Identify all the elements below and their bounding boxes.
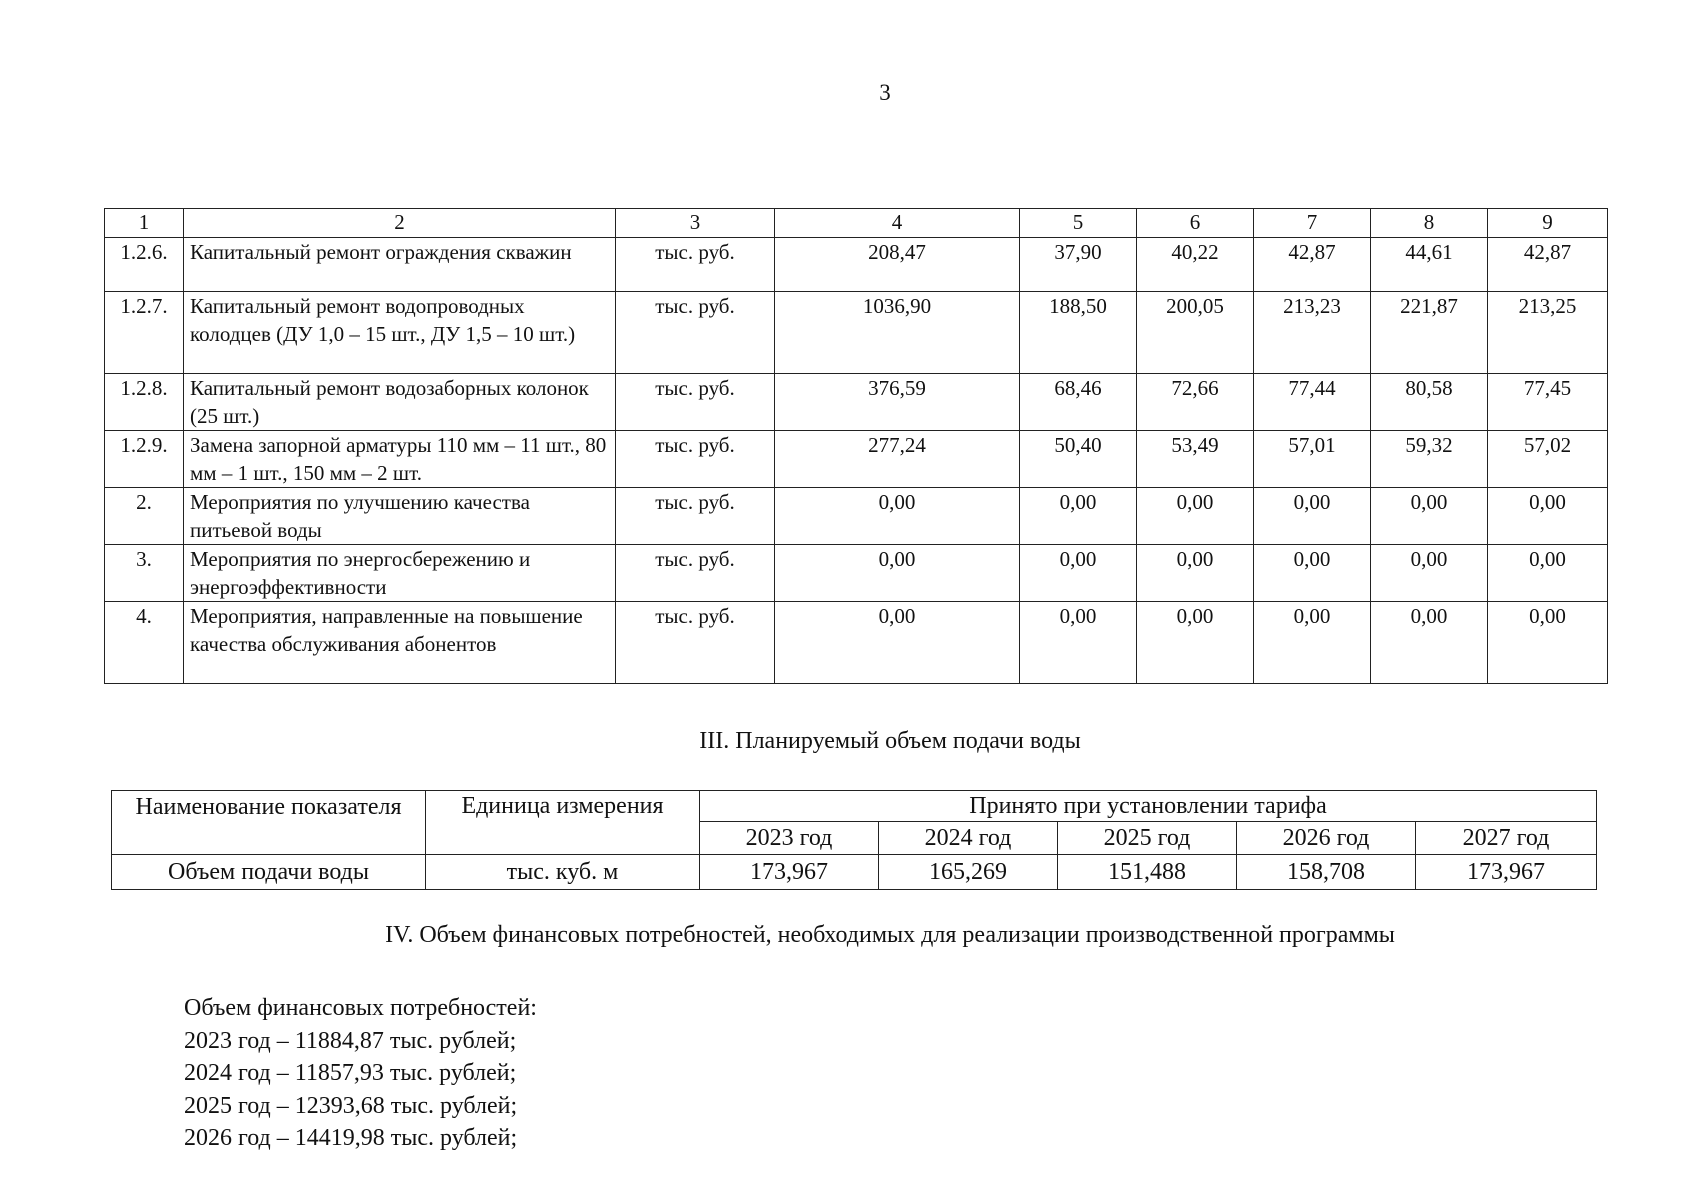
activity-name: Капитальный ремонт ограждения скважин [184, 238, 616, 292]
activity-name: Мероприятия по улучшению качества питьевой воды [184, 488, 616, 545]
financial-line: 2024 год – 11857,93 тыс. рублей; [184, 1060, 517, 1086]
column-number: 2 [184, 209, 616, 238]
value-cell: 0,00 [1488, 545, 1608, 602]
value-cell: 77,45 [1488, 374, 1608, 431]
value-cell: 0,00 [1020, 602, 1137, 684]
value-total: 0,00 [775, 602, 1020, 684]
value-cell: 165,269 [879, 855, 1058, 890]
value-cell: 77,44 [1254, 374, 1371, 431]
column-number: 3 [616, 209, 775, 238]
value-cell: 59,32 [1371, 431, 1488, 488]
col-name-header: Наименование показателя [112, 791, 426, 855]
value-cell: 0,00 [1137, 488, 1254, 545]
row-number: 1.2.7. [105, 292, 184, 374]
value-cell: 42,87 [1488, 238, 1608, 292]
column-number: 5 [1020, 209, 1137, 238]
indicator-name: Объем подачи воды [112, 855, 426, 890]
activity-name: Замена запорной арматуры 110 мм – 11 шт., 80 мм – 1 шт., 150 мм – 2 шт. [184, 431, 616, 488]
row-number: 1.2.9. [105, 431, 184, 488]
value-cell: 42,87 [1254, 238, 1371, 292]
value-cell: 57,01 [1254, 431, 1371, 488]
unit: тыс. куб. м [426, 855, 700, 890]
year-header: 2027 год [1416, 822, 1597, 855]
value-cell: 44,61 [1371, 238, 1488, 292]
value-total: 0,00 [775, 545, 1020, 602]
unit: тыс. руб. [616, 292, 775, 374]
table-row [105, 374, 1608, 431]
value-cell: 173,967 [700, 855, 879, 890]
value-cell: 0,00 [1488, 602, 1608, 684]
column-number: 7 [1254, 209, 1371, 238]
activities-table [104, 208, 1608, 684]
activity-name: Капитальный ремонт водопроводных колодцев (ДУ 1,0 – 15 шт., ДУ 1,5 – 10 шт.) [184, 292, 616, 374]
financial-needs [184, 992, 537, 1155]
column-number: 6 [1137, 209, 1254, 238]
value-cell: 0,00 [1371, 602, 1488, 684]
column-number: 8 [1371, 209, 1488, 238]
financial-line: 2025 год – 12393,68 тыс. рублей; [184, 1092, 518, 1119]
column-number: 4 [775, 209, 1020, 238]
value-cell: 0,00 [1254, 488, 1371, 545]
value-cell: 57,02 [1488, 431, 1608, 488]
activity-name: Капитальный ремонт водозаборных колонок (25 шт.) [184, 374, 616, 431]
unit: тыс. руб. [616, 374, 775, 431]
value-total: 208,47 [775, 238, 1020, 292]
value-cell: 221,87 [1371, 292, 1488, 374]
value-cell: 151,488 [1058, 855, 1237, 890]
year-header: 2023 год [700, 822, 879, 855]
value-cell: 40,22 [1137, 238, 1254, 292]
value-cell: 68,46 [1020, 374, 1137, 431]
activity-name: Мероприятия, направленные на повышение качества обслуживания абонентов [184, 602, 616, 684]
col-group-header: Принято при установлении тарифа [700, 791, 1597, 822]
value-cell: 72,66 [1137, 374, 1254, 431]
year-header: 2024 год [879, 822, 1058, 855]
row-number: 3. [105, 545, 184, 602]
year-header: 2025 год [1058, 822, 1237, 855]
financial-line: 2023 год – 11884,87 тыс. рублей; [184, 1027, 517, 1054]
table-row [105, 545, 1608, 602]
unit: тыс. руб. [616, 238, 775, 292]
row-number: 1.2.6. [105, 238, 184, 292]
value-cell: 37,90 [1020, 238, 1137, 292]
page-number: 3 [879, 80, 891, 105]
value-cell: 200,05 [1137, 292, 1254, 374]
column-number: 9 [1488, 209, 1608, 238]
value-cell: 0,00 [1020, 488, 1137, 545]
unit: тыс. руб. [616, 431, 775, 488]
table-row [105, 292, 1608, 374]
financial-line: 2026 год – 14419,98 тыс. рублей; [184, 1125, 518, 1151]
table-header-row [112, 791, 1597, 822]
unit: тыс. руб. [616, 602, 775, 684]
col-unit-header: Единица измерения [426, 791, 700, 855]
table-row [105, 238, 1608, 292]
value-cell: 213,23 [1254, 292, 1371, 374]
value-cell: 213,25 [1488, 292, 1608, 374]
financial-line: Объем финансовых потребностей: [184, 995, 537, 1021]
value-cell: 0,00 [1137, 602, 1254, 684]
value-cell: 0,00 [1254, 545, 1371, 602]
value-cell: 53,49 [1137, 431, 1254, 488]
value-cell: 0,00 [1137, 545, 1254, 602]
column-number: 1 [105, 209, 184, 238]
water-volume-table [111, 790, 1597, 890]
unit: тыс. руб. [616, 488, 775, 545]
value-cell: 0,00 [1488, 488, 1608, 545]
value-total: 0,00 [775, 488, 1020, 545]
value-cell: 80,58 [1371, 374, 1488, 431]
value-cell: 173,967 [1416, 855, 1597, 890]
table-row [105, 602, 1608, 684]
section-4-title: IV. Объем финансовых потребностей, необходимых для реализации производственной программы [385, 922, 1395, 948]
value-cell: 158,708 [1237, 855, 1416, 890]
value-cell: 0,00 [1254, 602, 1371, 684]
row-number: 4. [105, 602, 184, 684]
year-header: 2026 год [1237, 822, 1416, 855]
value-total: 1036,90 [775, 292, 1020, 374]
activity-name: Мероприятия по энергосбережению и энергоэффективности [184, 545, 616, 602]
table-row [105, 431, 1608, 488]
value-cell: 0,00 [1371, 488, 1488, 545]
unit: тыс. руб. [616, 545, 775, 602]
row-number: 1.2.8. [105, 374, 184, 431]
value-cell: 188,50 [1020, 292, 1137, 374]
value-total: 376,59 [775, 374, 1020, 431]
table-row [105, 488, 1608, 545]
value-cell: 0,00 [1371, 545, 1488, 602]
row-number: 2. [105, 488, 184, 545]
table-row [112, 855, 1597, 890]
value-cell: 0,00 [1020, 545, 1137, 602]
value-total: 277,24 [775, 431, 1020, 488]
value-cell: 50,40 [1020, 431, 1137, 488]
table-header-row [105, 209, 1608, 238]
section-3-title: III. Планируемый объем подачи воды [699, 728, 1081, 754]
